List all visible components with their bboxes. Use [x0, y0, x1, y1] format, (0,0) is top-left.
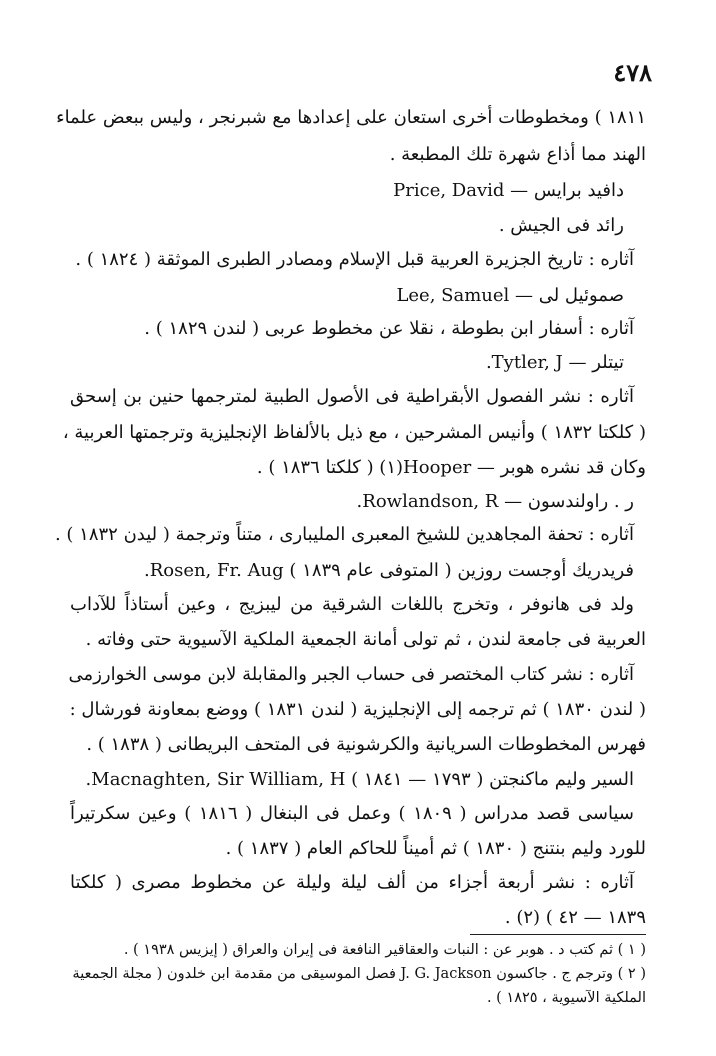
- text-line: وكان قد نشره هوبر — Hooper(١) ( كلكتا ١٨٣٦ ) .: [256, 457, 646, 478]
- text-line: آثاره : نشر كتاب المختصر فى حساب الجبر والمقابلة لابن موسى الخوارزمى: [68, 664, 634, 685]
- text-line: رائد فى الجيش .: [498, 215, 624, 236]
- text-line: ١٨١١ ) ومخطوطات أخرى استعان على إعدادها مع شبرنجر ، وليس ببعض علماء: [56, 107, 646, 128]
- entry-heading-price: دافيد برايس — Price, David: [393, 180, 624, 201]
- footnote: ( ١ ) ثم كتب د . هوبر عن : النبات والعقاقير النافعة فى إيران والعراق ( إيزيس ١٩٣٨ ) .: [123, 942, 646, 958]
- text-line: آثاره : نشر الفصول الأبقراطية فى الأصول الطبية لمترجمها حنين بن إسحق: [70, 386, 634, 407]
- entry-heading-tytler: تيتلر — Tytler, J.: [485, 352, 624, 373]
- entry-heading-rosen: فريدريك أوجست روزين ( المتوفى عام ١٨٣٩ ) Rosen, Fr. Aug.: [143, 560, 634, 581]
- text-line: ( كلكتا ١٨٣٢ ) وأنيس المشرحين ، مع ذيل بالألفاظ الإنجليزية وترجمتها العربية ،: [62, 422, 646, 443]
- text-line: فهرس المخطوطات السريانية والكرشونية فى المتحف البريطانى ( ١٨٣٨ ) .: [86, 734, 646, 755]
- text-line: ( لندن ١٨٣٠ ) ثم ترجمه إلى الإنجليزية ( لندن ١٨٣١ ) ووضع بمعاونة فورشال :: [69, 699, 646, 720]
- text-line: آثاره : نشر أربعة أجزاء من ألف ليلة وليلة عن مخطوط مصرى ( كلكتا: [70, 872, 634, 893]
- text-line: للورد وليم بنتنج ( ١٨٣٠ ) ثم أميناً للحاكم العام ( ١٨٣٧ ) .: [225, 838, 646, 859]
- entry-heading-macnaghten: السير وليم ماكنجتن ( ١٧٩٣ — ١٨٤١ ) Macnaghten, Sir William, H.: [85, 769, 634, 790]
- entry-heading-lee: صموئيل لى — Lee, Samuel: [396, 285, 624, 306]
- text-line: آثاره : أسفار ابن بطوطة ، نقلا عن مخطوط عربى ( لندن ١٨٢٩ ) .: [144, 318, 634, 339]
- footnote-separator: [470, 934, 646, 935]
- footnote: الملكية الآسيوية ، ١٨٢٥ ) .: [486, 990, 646, 1006]
- text-line: آثاره : تحفة المجاهدين للشيخ المعبرى المليبارى ، متناً وترجمة ( ليدن ١٨٣٢ ) .: [54, 524, 634, 545]
- text-line: ١٨٣٩ — ٤٢ ) (٢) .: [504, 907, 646, 928]
- text-line: سياسى قصد مدراس ( ١٨٠٩ ) وعمل فى البنغال ( ١٨١٦ ) وعين سكرتيراً: [70, 803, 634, 824]
- text-line: آثاره : تاريخ الجزيرة العربية قبل الإسلام ومصادر الطبرى الموثقة ( ١٨٢٤ ) .: [75, 249, 634, 270]
- page-number: ٤٧٨: [613, 58, 652, 87]
- entry-heading-rowlandson: ر . راولندسون — Rowlandson, R.: [356, 491, 634, 512]
- text-line: ولد فى هانوفر ، وتخرج باللغات الشرقية من ليبزيج ، وعين أستاذاً للآداب: [70, 594, 634, 615]
- footnote: ( ٢ ) وترجم ج . جاكسون J. G. Jackson فصل الموسيقى من مقدمة ابن خلدون ( مجلة الجمعية: [72, 966, 646, 982]
- text-line: العربية فى جامعة لندن ، ثم تولى أمانة الجمعية الملكية الآسيوية حتى وفاته .: [85, 629, 646, 650]
- text-line: الهند مما أذاع شهرة تلك المطبعة .: [389, 144, 646, 165]
